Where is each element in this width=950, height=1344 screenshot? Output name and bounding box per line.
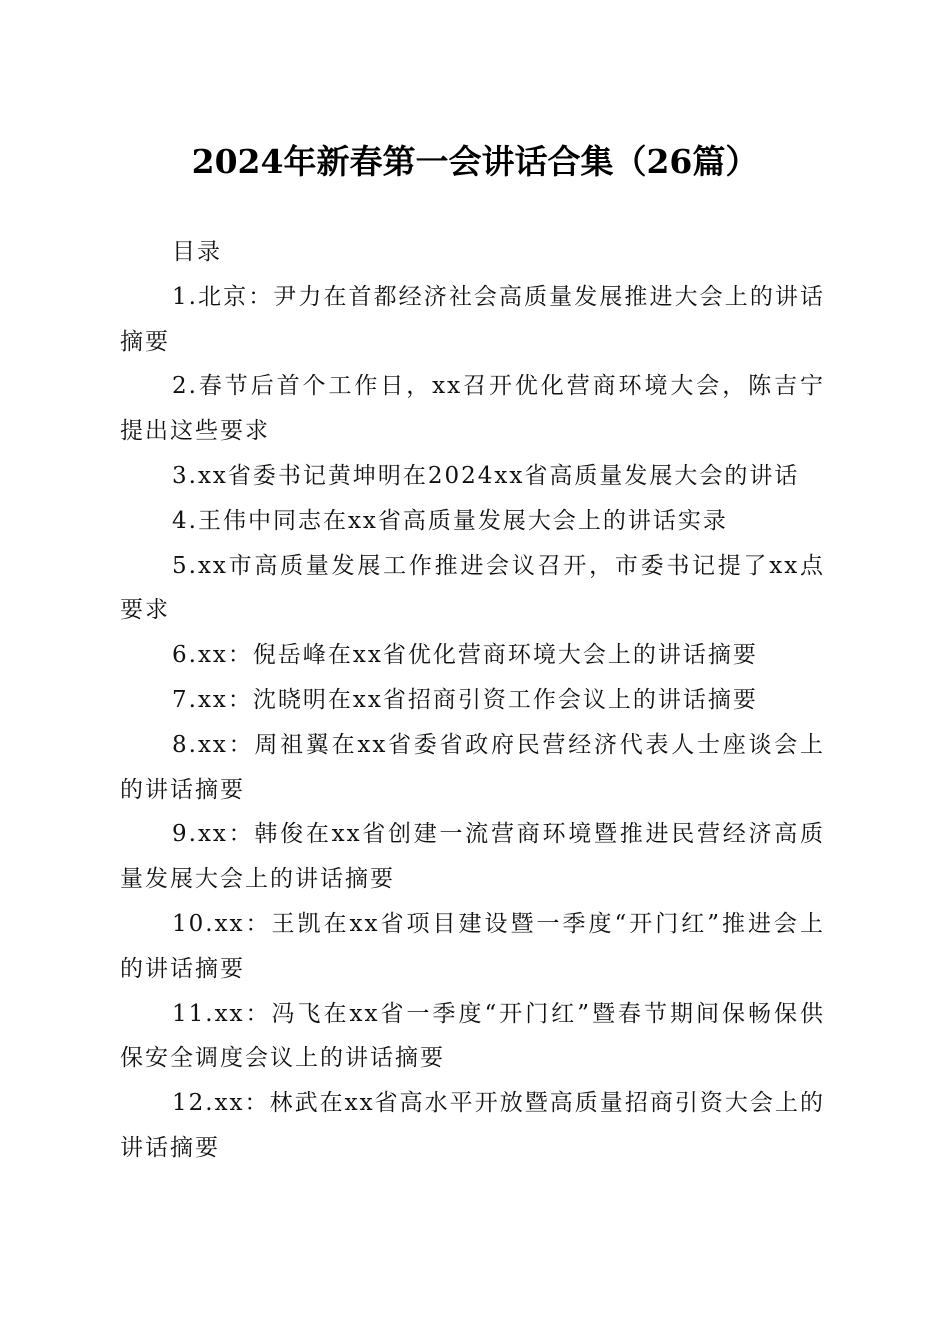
- toc-item: 2.春节后首个工作日，xx召开优化营商环境大会，陈吉宁提出这些要求: [120, 373, 825, 445]
- toc-heading: 目录: [172, 239, 222, 265]
- toc-item: 9.xx：韩俊在xx省创建一流营商环境暨推进民营经济高质量发展大会上的讲话摘要: [120, 821, 825, 893]
- table-of-contents: [120, 230, 825, 1171]
- toc-item: 12.xx：林武在xx省高水平开放暨高质量招商引资大会上的讲话摘要: [120, 1090, 825, 1161]
- toc-item: 7.xx：沈晓明在xx省招商引资工作会议上的讲话摘要: [172, 686, 758, 713]
- toc-item: 10.xx：王凯在xx省项目建设暨一季度“开门红”推进会上的讲话摘要: [120, 910, 825, 982]
- toc-item: 1.北京：尹力在首都经济社会高质量发展推进大会上的讲话摘要: [120, 283, 825, 355]
- toc-item: 11.xx：冯飞在xx省一季度“开门红”暨春节期间保畅保供保安全调度会议上的讲话摘要: [120, 1000, 825, 1072]
- document-title: 2024年新春第一会讲话合集（26篇）: [191, 142, 759, 181]
- toc-item: 4.王伟中同志在xx省高质量发展大会上的讲话实录: [172, 507, 728, 534]
- toc-item: 6.xx：倪岳峰在xx省优化营商环境大会上的讲话摘要: [172, 642, 758, 669]
- toc-item: 8.xx：周祖翼在xx省委省政府民营经济代表人士座谈会上的讲话摘要: [120, 731, 825, 803]
- toc-item: 3.xx省委书记黄坤明在2024xx省高质量发展大会的讲话: [172, 462, 800, 489]
- toc-item: 5.xx市高质量发展工作推进会议召开，市委书记提了xx点要求: [120, 552, 825, 624]
